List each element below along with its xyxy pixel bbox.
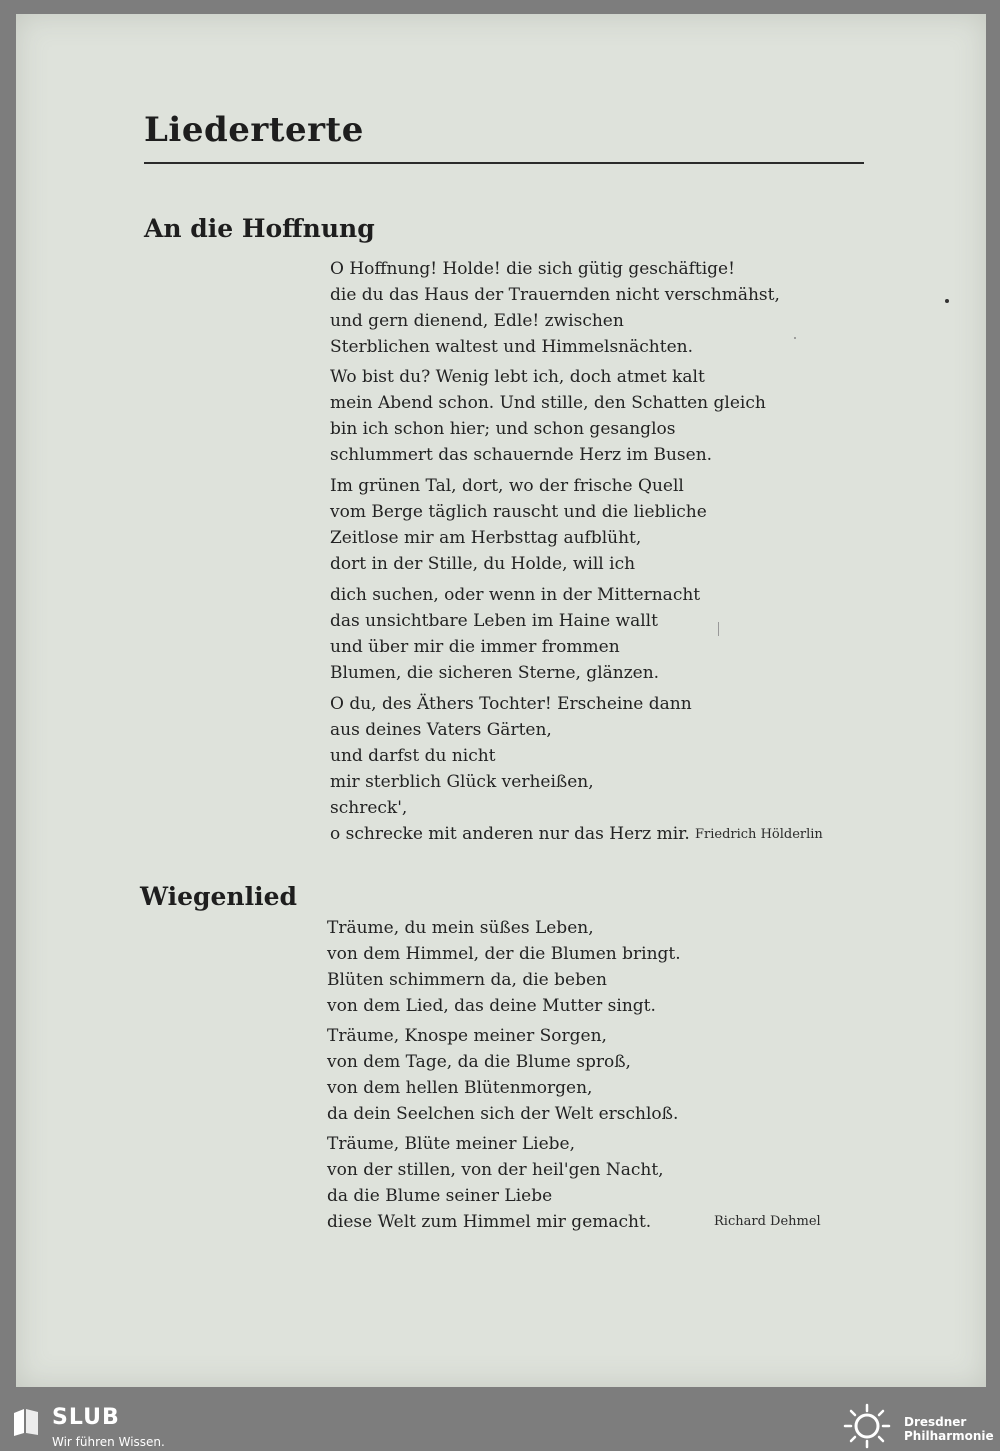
poem-line: von dem Tage, da die Blume sproß, [327,1052,631,1072]
poem-line: Träume, Blüte meiner Liebe, [327,1134,576,1154]
poem-line: und über mir die immer frommen [330,637,620,657]
poem-line: dich suchen, oder wenn in der Mitternacht [330,585,701,605]
partner-name-line1: Dresdner [904,1415,967,1429]
song-title-1: An die Hoffnung [144,214,375,243]
poem-line: schreck', [330,798,408,818]
poem-line: Wo bist du? Wenig lebt ich, doch atmet kalt [330,367,705,387]
song2-stanza-2 [327,1023,678,1127]
poem-line: da dein Seelchen sich der Welt erschloß. [327,1104,679,1124]
poem-line: von der stillen, von der heil'gen Nacht, [327,1160,664,1180]
song1-stanza-1 [330,256,780,360]
poem-line: das unsichtbare Leben im Haine wallt [330,611,658,631]
poem-line: und gern dienend, Edle! zwischen [330,311,624,331]
title-rule [144,162,864,164]
song1-author: Friedrich Hölderlin [695,827,823,842]
song2-stanza-3 [327,1131,664,1235]
song-title-2: Wiegenlied [140,882,297,911]
poem-line: Träume, du mein süßes Leben, [327,918,594,938]
poem-line: O Hoffnung! Holde! die sich gütig geschäftige! [330,259,735,279]
song2-stanza-1 [327,915,681,1019]
paper-speck [794,337,796,339]
poem-line: mir sterblich Glück verheißen, [330,772,594,792]
poem-line: Blumen, die sicheren Sterne, glänzen. [330,663,660,683]
poem-line: vom Berge täglich rauscht und die liebliche [330,502,707,522]
poem-line: Im grünen Tal, dort, wo der frische Quell [330,476,684,496]
document-page [16,14,986,1387]
dresdner-philharmonie-sunburst-icon [840,1403,894,1449]
poem-line: O du, des Äthers Tochter! Erscheine dann [330,694,692,714]
song1-stanza-3 [330,473,707,577]
poem-line: Träume, Knospe meiner Sorgen, [327,1026,607,1046]
slub-tagline: Wir führen Wissen. [52,1435,165,1449]
footer-bar [0,1401,1000,1451]
slub-name: SLUB [52,1405,120,1430]
poem-line: von dem Lied, das deine Mutter singt. [327,996,656,1016]
poem-line: da die Blume seiner Liebe [327,1186,553,1206]
song1-stanza-5 [330,691,692,847]
slub-book-icon [12,1407,40,1437]
poem-line: diese Welt zum Himmel mir gemacht. [327,1212,652,1232]
poem-line: Sterblichen waltest und Himmelsnächten. [330,337,693,357]
partner-name-line2: Philharmonie [904,1429,994,1443]
page-title: Liederterte [144,110,364,150]
poem-line: von dem hellen Blütenmorgen, [327,1078,593,1098]
song1-stanza-4 [330,582,700,686]
poem-line: schlummert das schauernde Herz im Busen. [330,445,713,465]
partner-name [904,1415,994,1443]
song2-author: Richard Dehmel [714,1214,821,1229]
poem-line: die du das Haus der Trauernden nicht verschmähst, [330,285,780,305]
song1-stanza-2 [330,364,766,468]
poem-line: Zeitlose mir am Herbsttag aufblüht, [330,528,642,548]
poem-line: bin ich schon hier; und schon gesanglos [330,419,676,439]
paper-crease [718,622,719,636]
poem-line: mein Abend schon. Und stille, den Schatten gleich [330,393,766,413]
poem-line: Blüten schimmern da, die beben [327,970,607,990]
poem-line: von dem Himmel, der die Blumen bringt. [327,944,681,964]
poem-line: o schrecke mit anderen nur das Herz mir. [330,824,690,844]
poem-line: dort in der Stille, du Holde, will ich [330,554,636,574]
poem-line: aus deines Vaters Gärten, [330,720,552,740]
poem-line: und darfst du nicht [330,746,496,766]
paper-speck [945,299,949,303]
